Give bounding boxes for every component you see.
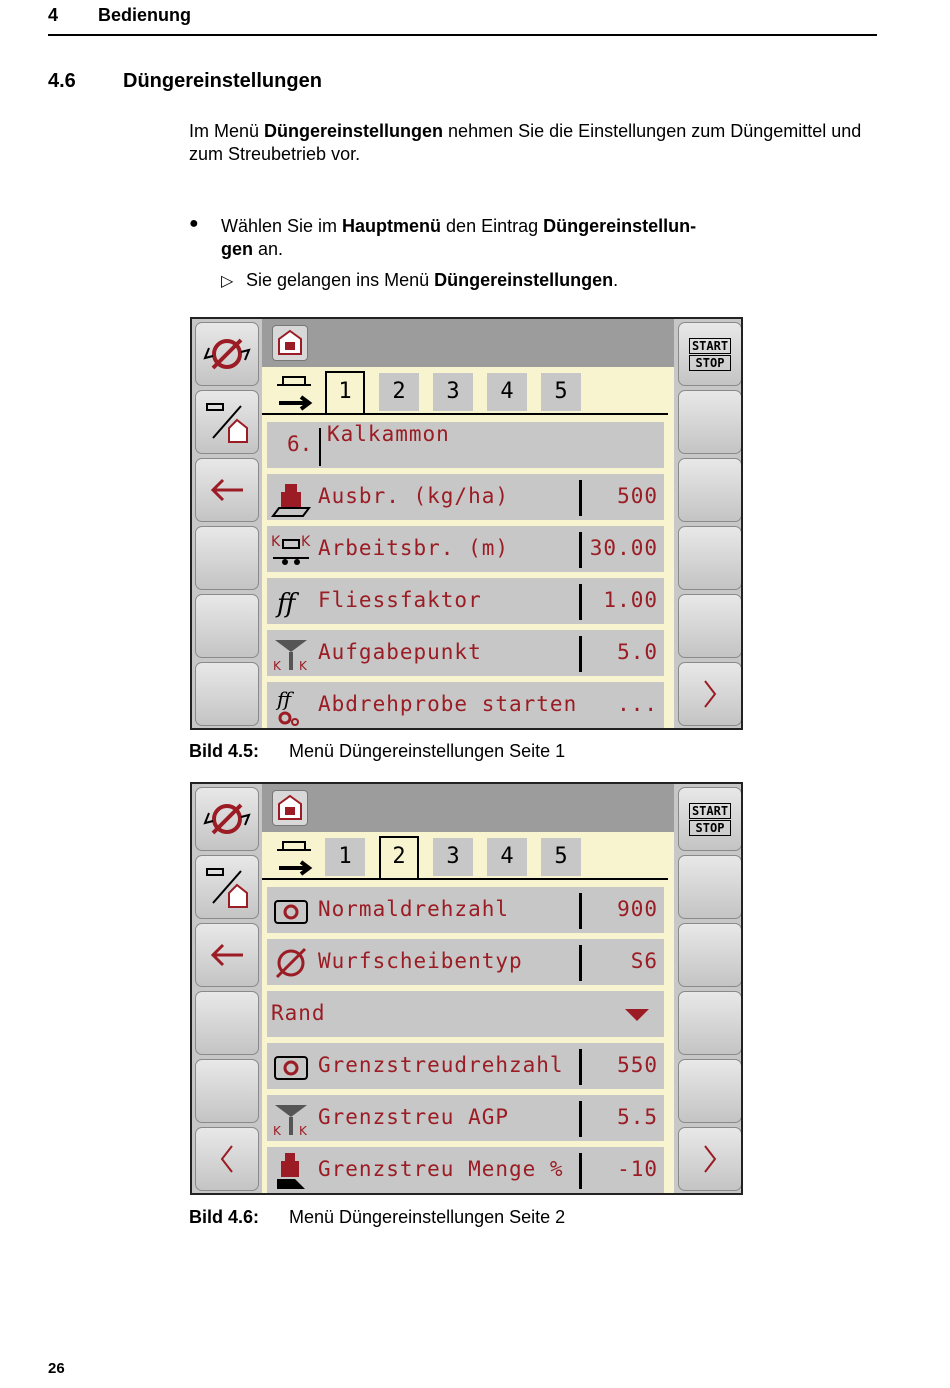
result-marker: ▷ — [221, 273, 234, 290]
side-button-left-5[interactable] — [195, 594, 259, 658]
drop-point-icon — [271, 634, 311, 674]
border-quantity-icon — [271, 1151, 311, 1191]
next-page-button[interactable] — [678, 662, 742, 726]
instruction-text: Wählen Sie im Hauptmenü den Eintrag Düngereinstellun- gen an. — [221, 216, 697, 259]
tab-2[interactable]: 2 — [379, 373, 419, 411]
spreading-disc-icon — [203, 795, 251, 843]
side-button-right-5[interactable] — [678, 594, 742, 658]
figure-2-caption-label: Bild 4.6: — [189, 1207, 260, 1227]
side-button-left-4[interactable] — [195, 991, 259, 1055]
dropdown-arrow-icon — [625, 1009, 649, 1023]
start-stop-button[interactable]: START STOP — [678, 787, 742, 851]
chapter-title: Bedienung — [98, 5, 191, 25]
section-number: 4.6 — [48, 70, 76, 92]
disc-rotation-button[interactable] — [195, 322, 259, 386]
side-button-left-6[interactable] — [195, 662, 259, 726]
row-border-speed[interactable]: Grenzstreudrehzahl 550 — [267, 1043, 664, 1089]
tab-3[interactable]: 3 — [433, 838, 473, 876]
tab-1[interactable]: 1 — [325, 371, 365, 413]
tab-5[interactable]: 5 — [541, 838, 581, 876]
start-stop-button[interactable]: START STOP — [678, 322, 742, 386]
row-drop-point[interactable]: K K Aufgabepunkt 5.0 — [267, 630, 664, 676]
tab-4[interactable]: 4 — [487, 373, 527, 411]
side-button-right-3[interactable] — [678, 458, 742, 522]
fertilizer-name-field[interactable] — [267, 422, 664, 468]
svg-text:ff: ff — [277, 687, 292, 711]
side-button-left-5[interactable] — [195, 1059, 259, 1123]
chevron-left-icon — [217, 1142, 237, 1176]
pto-speed-icon — [271, 891, 311, 931]
side-button-right-4[interactable] — [678, 991, 742, 1055]
application-rate-icon — [271, 478, 311, 518]
side-button-right-3[interactable] — [678, 923, 742, 987]
spreader-home-icon — [203, 398, 251, 446]
tab-3[interactable]: 3 — [433, 373, 473, 411]
pto-speed-icon — [271, 1047, 311, 1087]
svg-text:K: K — [271, 534, 281, 550]
spreader-settings-icon — [271, 838, 317, 880]
spreader-home-icon — [203, 863, 251, 911]
back-button[interactable] — [195, 458, 259, 522]
svg-text:K: K — [299, 659, 307, 673]
figure-2-caption-text: Menü Düngereinstellungen Seite 2 — [289, 1207, 566, 1227]
screen-topbar — [262, 319, 674, 367]
dropdown-value: Rand — [271, 1001, 326, 1025]
next-page-button[interactable] — [678, 1127, 742, 1191]
spreading-disc-icon — [271, 943, 311, 983]
header-rule — [48, 34, 877, 36]
switch-menu-button[interactable] — [195, 855, 259, 919]
row-disc-type[interactable]: Wurfscheibentyp S6 — [267, 939, 664, 985]
spreading-disc-icon — [203, 330, 251, 378]
fertilizer-settings-menu-icon — [272, 325, 308, 361]
arrow-left-icon — [207, 940, 247, 970]
tab-bar — [267, 371, 671, 415]
row-border-quantity[interactable]: Grenzstreu Menge % -10 — [267, 1147, 664, 1193]
chevron-right-icon — [700, 1142, 720, 1176]
side-button-left-4[interactable] — [195, 526, 259, 590]
border-mode-dropdown[interactable] — [267, 991, 664, 1037]
tab-underline — [262, 413, 668, 415]
chapter-number: 4 — [48, 5, 59, 25]
intro-paragraph: Im Menü Düngereinstellungen nehmen Sie die Einstellungen zum Düngemittel und zum Streubetrieb vor. — [189, 121, 862, 164]
figure-1-caption-text: Menü Düngereinstellungen Seite 1 — [289, 741, 566, 761]
back-button[interactable] — [195, 923, 259, 987]
side-button-right-4[interactable] — [678, 526, 742, 590]
calibration-icon — [271, 686, 311, 726]
side-button-right-2[interactable] — [678, 390, 742, 454]
tab-5[interactable]: 5 — [541, 373, 581, 411]
fertilizer-settings-menu-icon — [272, 790, 308, 826]
chevron-right-icon — [700, 677, 720, 711]
terminal-screen-page-2 — [190, 782, 743, 1195]
svg-text:K: K — [273, 659, 281, 673]
fertilizer-name: Kalkammon — [327, 422, 450, 446]
terminal-screen-page-1 — [190, 317, 743, 730]
section-title: Düngereinstellungen — [123, 70, 322, 92]
svg-text:ff: ff — [277, 589, 296, 619]
text-cursor — [319, 428, 321, 466]
fertilizer-number: 6. — [287, 432, 313, 456]
tab-bar — [267, 836, 671, 880]
svg-text:K: K — [273, 1124, 281, 1138]
row-application-rate[interactable]: Ausbr. (kg/ha) 500 — [267, 474, 664, 520]
tab-2[interactable]: 2 — [379, 836, 419, 878]
previous-page-button[interactable] — [195, 1127, 259, 1191]
switch-menu-button[interactable] — [195, 390, 259, 454]
spreader-settings-icon — [271, 373, 317, 415]
flow-factor-icon — [271, 582, 311, 622]
side-button-right-2[interactable] — [678, 855, 742, 919]
bullet-marker: ● — [189, 215, 199, 232]
row-border-drop-point[interactable]: K K Grenzstreu AGP 5.5 — [267, 1095, 664, 1141]
figure-1-caption-label: Bild 4.5: — [189, 741, 260, 761]
result-text: Sie gelangen ins Menü Düngereinstellungen. — [246, 270, 619, 290]
working-width-icon — [271, 530, 311, 570]
tab-4[interactable]: 4 — [487, 838, 527, 876]
disc-rotation-button[interactable] — [195, 787, 259, 851]
svg-text:K: K — [299, 1124, 307, 1138]
tab-1[interactable]: 1 — [325, 838, 365, 876]
screen-topbar — [262, 784, 674, 832]
page-number: 26 — [48, 1360, 65, 1377]
row-normal-speed[interactable]: Normaldrehzahl 900 — [267, 887, 664, 933]
tab-underline — [262, 878, 668, 880]
row-calibration-test[interactable]: ff Abdrehprobe starten ... — [267, 682, 664, 728]
row-working-width[interactable]: K K Arbeitsbr. (m) 30.00 — [267, 526, 664, 572]
side-button-right-5[interactable] — [678, 1059, 742, 1123]
drop-point-icon — [271, 1099, 311, 1139]
arrow-left-icon — [207, 475, 247, 505]
svg-text:K: K — [301, 534, 311, 550]
row-flow-factor[interactable]: ff Fliessfaktor 1.00 — [267, 578, 664, 624]
